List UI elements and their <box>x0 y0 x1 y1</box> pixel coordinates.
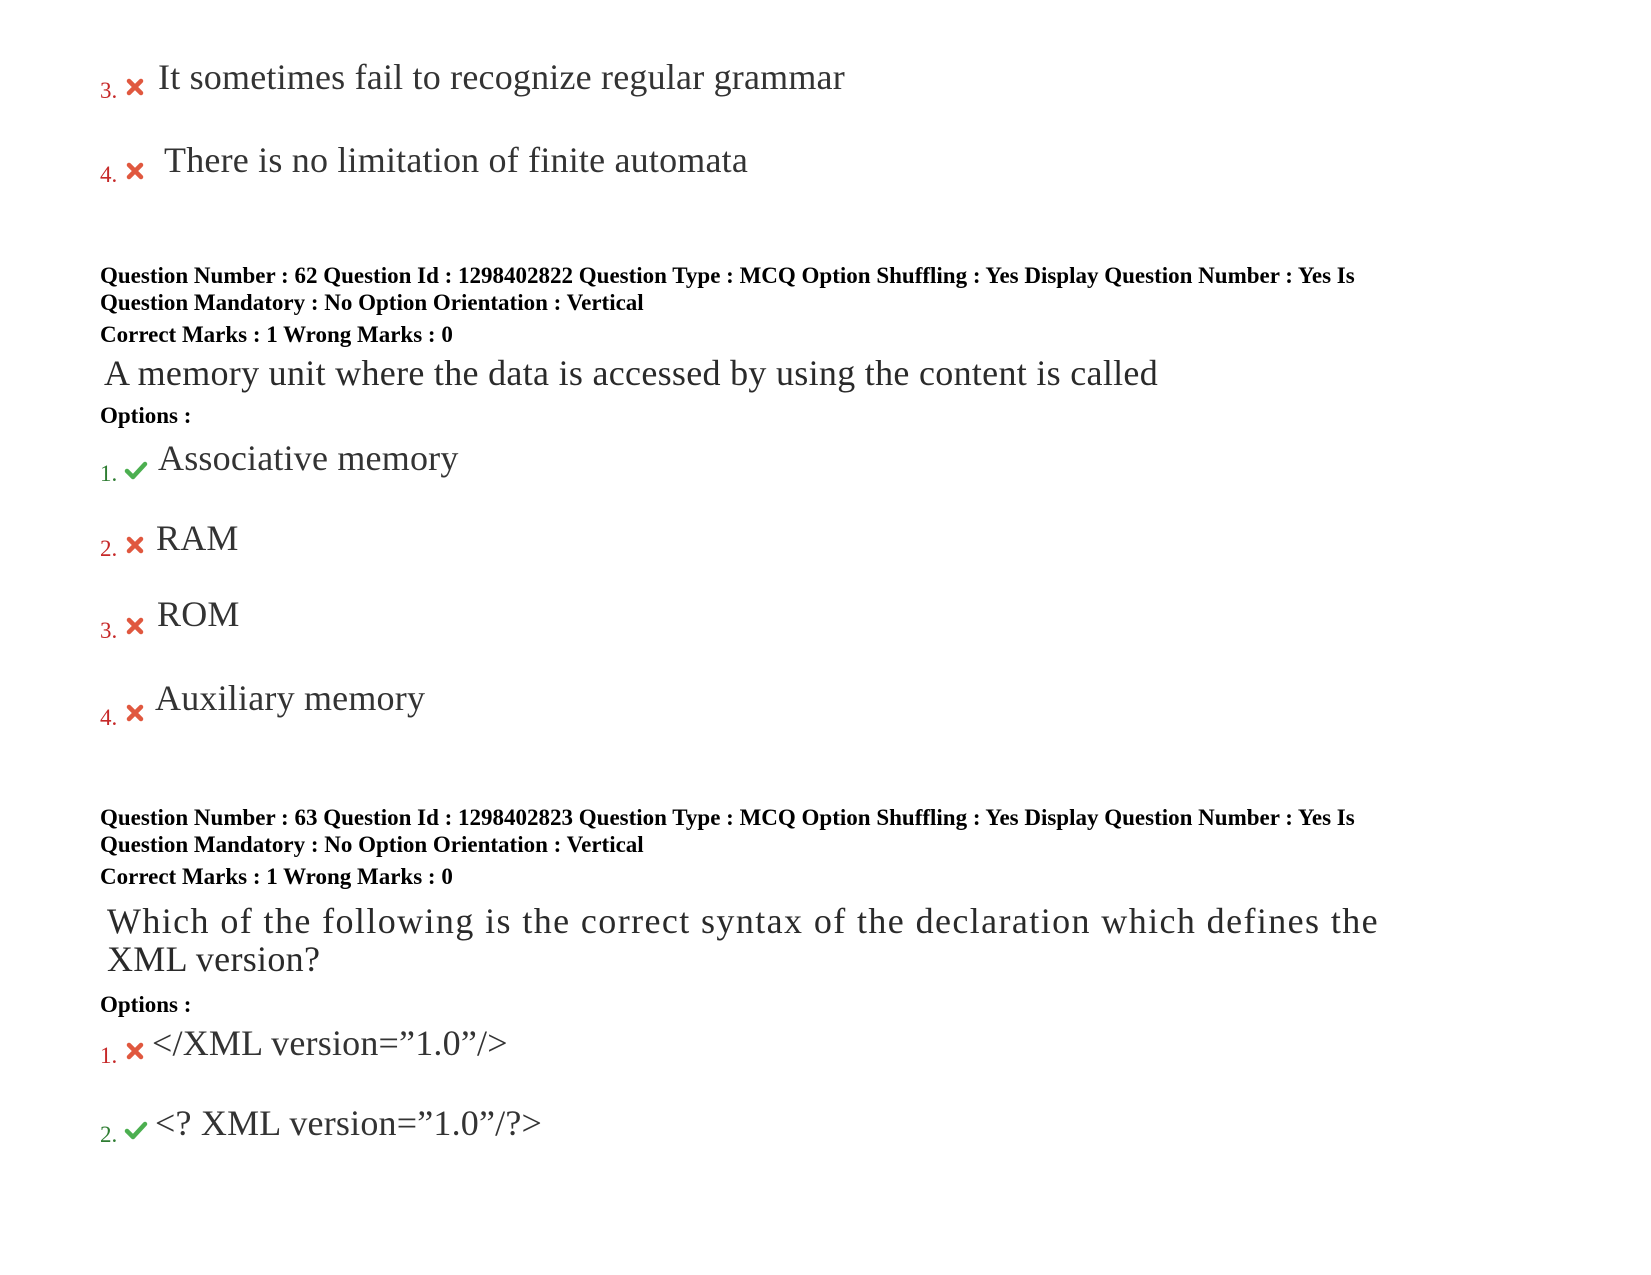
option-number: 2. <box>100 1122 118 1147</box>
option-number: 1. <box>100 461 118 486</box>
cross-icon <box>124 160 146 182</box>
cross-icon <box>124 534 146 556</box>
option-text: RAM <box>156 518 239 558</box>
question-text: A memory unit where the data is accessed by using the content is called <box>104 353 1158 393</box>
option-number: 2. <box>100 536 118 561</box>
option-text: <? XML version=”1.0”/?> <box>155 1103 543 1143</box>
check-icon <box>124 1119 148 1141</box>
options-label: Options : <box>100 403 192 428</box>
check-icon <box>124 459 148 481</box>
option-text: Associative memory <box>158 438 459 478</box>
option-number: 3. <box>100 618 118 643</box>
cross-icon <box>124 76 146 98</box>
option-number: 4. <box>100 705 118 730</box>
option-number: 1. <box>100 1043 118 1068</box>
options-label: Options : <box>100 992 192 1017</box>
question-marks: Correct Marks : 1 Wrong Marks : 0 <box>100 864 453 889</box>
option-text: It sometimes fail to recognize regular grammar <box>158 57 845 97</box>
option-number: 4. <box>100 162 118 187</box>
cross-icon <box>124 1040 146 1062</box>
question-meta-line-2: Question Mandatory : No Option Orientation : Vertical <box>100 832 644 857</box>
cross-icon <box>124 615 146 637</box>
option-text: ROM <box>157 594 240 634</box>
cross-icon <box>124 702 146 724</box>
question-text-line-1: Which of the following is the correct syntax of the declaration which defines the <box>107 901 1380 941</box>
question-meta-line-1: Question Number : 63 Question Id : 1298402823 Question Type : MCQ Option Shuffling : Yes Display Question Number : Yes Is <box>100 805 1355 830</box>
question-meta-line-2: Question Mandatory : No Option Orientation : Vertical <box>100 290 644 315</box>
option-text: Auxiliary memory <box>155 678 426 718</box>
question-meta-line-1: Question Number : 62 Question Id : 1298402822 Question Type : MCQ Option Shuffling : Yes Display Question Number : Yes Is <box>100 263 1355 288</box>
option-text: </XML version=”1.0”/> <box>152 1023 508 1063</box>
option-text: There is no limitation of finite automata <box>164 140 749 180</box>
option-number: 3. <box>100 78 118 103</box>
question-text-line-2: XML version? <box>107 939 321 979</box>
question-marks: Correct Marks : 1 Wrong Marks : 0 <box>100 322 453 347</box>
